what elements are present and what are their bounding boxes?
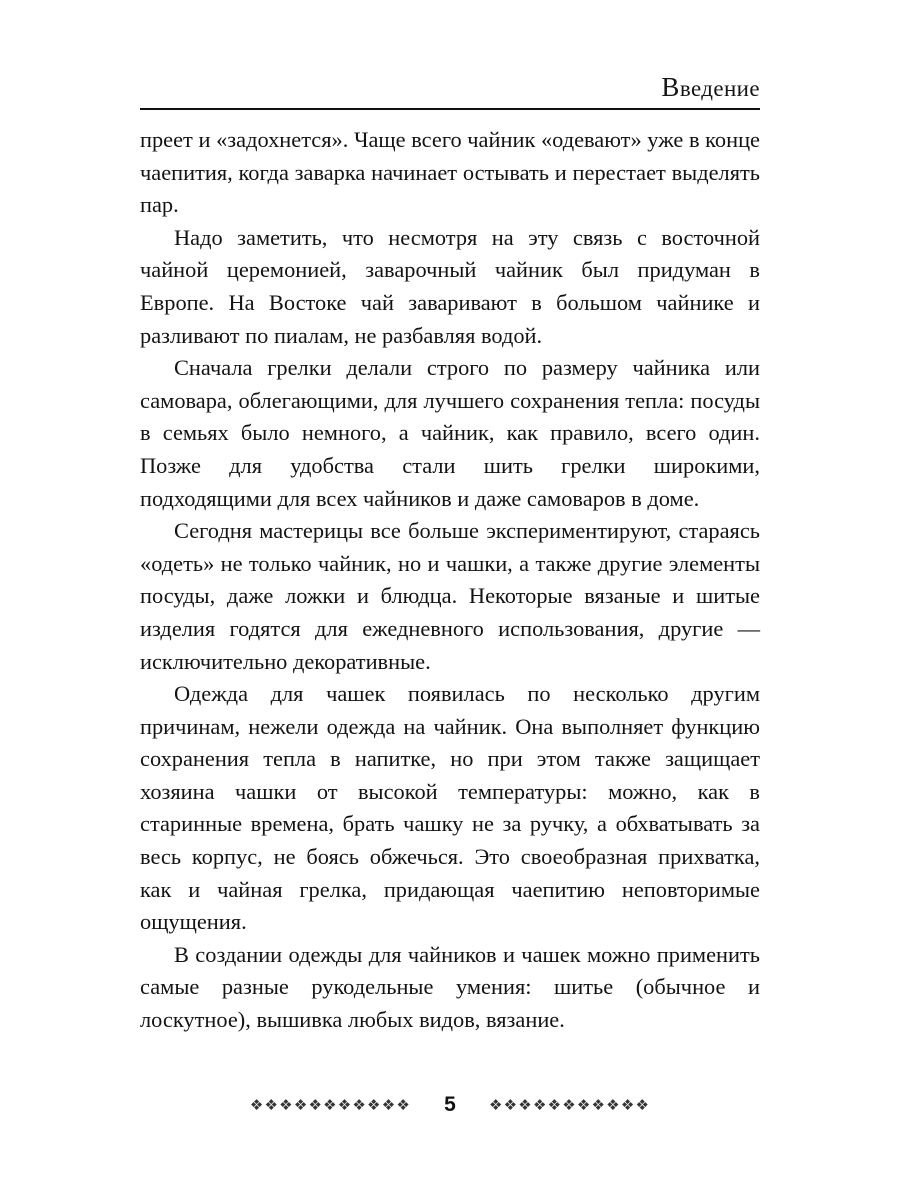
- header-divider: [140, 108, 760, 110]
- running-head-initial: В: [661, 72, 680, 102]
- paragraph: Сегодня мастерицы все больше экспериментируют, стараясь «одеть» не только чайник, но и чашки, а также другие элементы посуды, даже ложки и блюдца. Некоторые вязаные и шитые изделия годятся для ежедневного использования, другие — исключительно декоративные.: [140, 518, 760, 674]
- running-head-rest: ведение: [679, 76, 760, 101]
- page-footer: [140, 1088, 760, 1122]
- page-number: 5: [444, 1093, 456, 1116]
- ornament-left-icon: ❖❖❖❖❖❖❖❖❖❖❖: [249, 1095, 411, 1114]
- paragraph: преет и «задохнется». Чаще всего чайник «одевают» уже в конце чаепития, когда заварка начинает остывать и перестает выделять пар.: [140, 127, 760, 218]
- paragraph: Одежда для чашек появилась по несколько другим причинам, нежели одежда на чайник. Она выполняет функцию сохранения тепла в напитке, но при этом также защищает хозяина чашки от высокой температуры: можно, как в старинные времена, брать чашку не за ручку, а обхватывать за весь корпус, не боясь обжечься. Это своеобразная прихватка, как и чайная грелка, придающая чаепитию неповторимые ощущения.: [140, 681, 760, 935]
- paragraph: Надо заметить, что несмотря на эту связь с восточной чайной церемонией, заварочный чайник был придуман в Европе. На Востоке чай заваривают в большом чайнике и разливают по пиалам, не разбавляя водой.: [140, 224, 760, 348]
- page-body: [140, 124, 760, 1037]
- page-header: [140, 72, 760, 103]
- paragraph: Сначала грелки делали строго по размеру чайника или самовара, облегающими, для лучшего сохранения тепла: посуды в семьях было немного, а чайник, как правило, всего один. Позже для удобства стали шить грелки широкими, подходящими для всех чайников и даже самоваров в доме.: [140, 355, 760, 511]
- running-head: [661, 72, 760, 103]
- paragraph: В создании одежды для чайников и чашек можно применить самые разные рукодельные умения: шитье (обычное и лоскутное), вышивка любых видов, вязание.: [140, 941, 760, 1033]
- ornament-right-icon: ❖❖❖❖❖❖❖❖❖❖❖: [489, 1095, 651, 1114]
